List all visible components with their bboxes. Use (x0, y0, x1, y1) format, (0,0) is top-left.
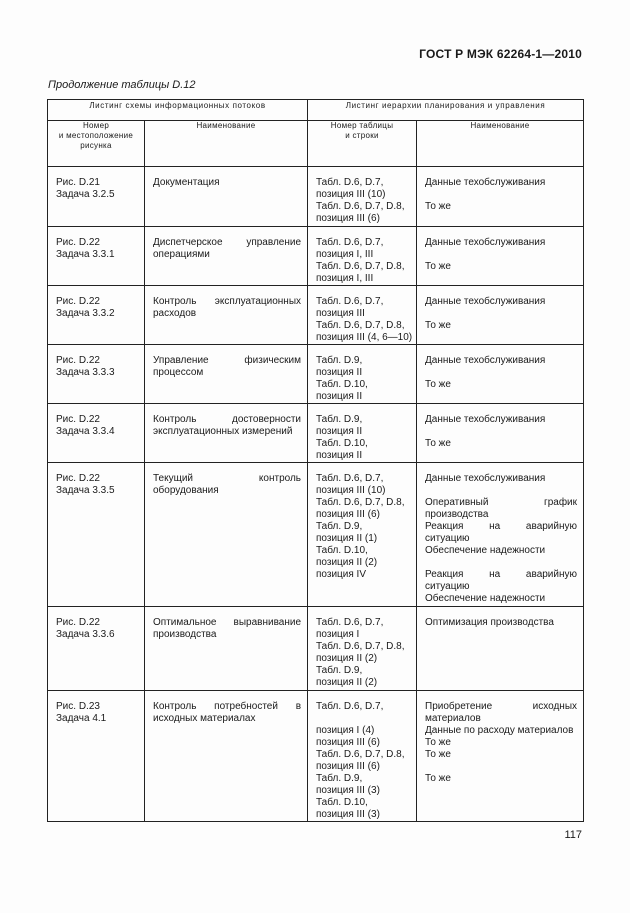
header-line: и местоположение (58, 131, 134, 140)
cell-line: Данные техобслуживания (425, 177, 546, 188)
cell-line: То же (425, 438, 451, 449)
cell-figure (48, 463, 145, 607)
cell-line: Табл. D.6, D.7, D.8, (316, 201, 405, 212)
table-row (48, 167, 584, 227)
cell-line: Рис. D.22 (56, 473, 100, 484)
header-line: рисунка (80, 141, 112, 150)
cell-line: Данные по расходу материалов (425, 725, 574, 736)
cell-line: Табл. D.6, D.7, D.8, (316, 320, 405, 331)
cell-line: Задача 3.3.5 (56, 485, 115, 496)
cell-line: Табл. D.6, D.7, (316, 296, 384, 307)
cell-line: Табл. D.6, D.7, (316, 473, 384, 484)
cell-line: позиция II (1) (316, 533, 378, 544)
cell-line: Данные техобслуживания (425, 237, 546, 248)
cell-line: Рис. D.22 (56, 617, 100, 628)
cell-hierarchy-names (417, 607, 584, 691)
cell-line: Рис. D.22 (56, 355, 100, 366)
cell-line: Табл. D.9, (316, 773, 363, 784)
cell-line: позиция II (316, 450, 363, 461)
group-header-flow-listing: Листинг схемы информационных потоков (48, 100, 308, 121)
cell-name: Оптимальное выравнивание производства (145, 607, 308, 691)
cell-line: То же (425, 261, 451, 272)
cell-hierarchy-names (417, 691, 584, 822)
cell-line: позиция III (6) (316, 737, 380, 748)
header-line: и строки (345, 131, 379, 140)
table-row (48, 463, 584, 607)
cell-line: Табл. D.6, D.7, D.8, (316, 641, 405, 652)
blank-line (425, 557, 577, 569)
cell-line: Данные техобслуживания (425, 355, 546, 366)
cell-figure (48, 286, 145, 345)
cell-line: Табл. D.6, D.7, (316, 177, 384, 188)
cell-line: Рис. D.23 (56, 701, 100, 712)
cell-table-refs (308, 167, 417, 227)
cell-table-refs (308, 463, 417, 607)
cell-line: Рис. D.22 (56, 414, 100, 425)
cell-hierarchy-names (417, 227, 584, 286)
cell-line: Табл. D.6, D.7, D.8, (316, 261, 405, 272)
cell-line: Задача 3.3.4 (56, 426, 115, 437)
cell-line: То же (425, 737, 451, 748)
blank-line (425, 426, 577, 438)
cell-line: Табл. D.9, (316, 414, 363, 425)
cell-line: Табл. D.10, (316, 379, 368, 390)
cell-line: То же (425, 201, 451, 212)
cell-figure (48, 607, 145, 691)
header-line: Номер (82, 121, 110, 130)
cell-table-refs (308, 607, 417, 691)
table-row (48, 227, 584, 286)
standard-designation: ГОСТ Р МЭК 62264-1—2010 (419, 47, 582, 61)
cell-line: Обеспечение надежности (425, 545, 546, 556)
cell-line: Задача 3.3.2 (56, 308, 115, 319)
header-line: Номер таблицы (330, 121, 394, 130)
cell-line: позиция III (10) (316, 189, 386, 200)
cell-line: Оптимизация производства (425, 617, 554, 628)
cell-line: Данные техобслуживания (425, 473, 546, 484)
cell-hierarchy-names (417, 463, 584, 607)
cell-line: Рис. D.22 (56, 237, 100, 248)
cell-line: То же (425, 379, 451, 390)
cell-line: Реакция на аварийную ситуацию (425, 569, 578, 592)
table-row (48, 607, 584, 691)
cell-line: позиция III (316, 308, 365, 319)
cell-line: Задача 3.3.3 (56, 367, 115, 378)
cell-line: То же (425, 320, 451, 331)
cell-figure (48, 691, 145, 822)
cell-line: позиция IV (316, 569, 367, 580)
cell-line: Табл. D.6, D.7, (316, 701, 384, 712)
col-header-figure (48, 121, 145, 167)
cell-line: Оперативный график производства (425, 497, 578, 520)
cell-line: позиция III (6) (316, 761, 380, 772)
cell-line: позиция II (316, 426, 363, 437)
table-row (48, 345, 584, 404)
cell-line: Табл. D.6, D.7, (316, 617, 384, 628)
cell-name: Диспетчерское управление операциями (145, 227, 308, 286)
cell-table-refs (308, 227, 417, 286)
col-header-name-2: Наименование (417, 121, 584, 167)
cell-line: позиция III (4, 6—10) (316, 332, 413, 343)
table-caption: Продолжение таблицы D.12 (48, 79, 196, 91)
cell-line: позиция I (316, 629, 360, 640)
cell-name: Контроль достоверности эксплуатационных измерений (145, 404, 308, 463)
cell-line: Обеспечение надежности (425, 593, 546, 604)
table-row (48, 286, 584, 345)
cell-line: Реакция на аварийную ситуацию (425, 521, 578, 544)
cell-line: Табл. D.6, D.7, (316, 237, 384, 248)
cell-line: Рис. D.21 (56, 177, 100, 188)
cell-line: Табл. D.6, D.7, D.8, (316, 497, 405, 508)
cell-table-refs (308, 345, 417, 404)
cell-line: Табл. D.10, (316, 797, 368, 808)
cell-line: позиция III (10) (316, 485, 386, 496)
cell-line: То же (425, 749, 451, 760)
cell-line: Табл. D.9, (316, 665, 363, 676)
col-header-name: Наименование (145, 121, 308, 167)
blank-line (425, 485, 577, 497)
cell-line: Приобретение исходных материалов (425, 701, 578, 724)
cell-table-refs (308, 691, 417, 822)
blank-line (425, 308, 577, 320)
cell-line: Задача 3.2.5 (56, 189, 115, 200)
cell-name: Управление физическим процессом (145, 345, 308, 404)
cell-figure (48, 345, 145, 404)
blank-line (316, 713, 410, 725)
cell-line: Задача 3.3.1 (56, 249, 115, 260)
cell-name: Контроль потребностей в исходных материалах (145, 691, 308, 822)
cell-line: позиция III (3) (316, 785, 380, 796)
group-header-hierarchy-listing: Листинг иерархии планирования и управления (308, 100, 584, 121)
cell-name: Документация (145, 167, 308, 227)
col-header-table-row (308, 121, 417, 167)
cell-line: позиция I, III (316, 249, 374, 260)
cell-figure (48, 404, 145, 463)
cell-hierarchy-names (417, 404, 584, 463)
cell-line: позиция I, III (316, 273, 374, 284)
cell-line: Табл. D.9, (316, 355, 363, 366)
cell-hierarchy-names (417, 345, 584, 404)
cell-line: Рис. D.22 (56, 296, 100, 307)
cell-line: Задача 4.1 (56, 713, 107, 724)
cell-line: позиция I (4) (316, 725, 375, 736)
cell-table-refs (308, 286, 417, 345)
table-row (48, 691, 584, 822)
cell-line: позиция II (2) (316, 677, 378, 688)
cell-name: Текущий контроль оборудования (145, 463, 308, 607)
cell-table-refs (308, 404, 417, 463)
cell-line: Данные техобслуживания (425, 296, 546, 307)
cell-hierarchy-names (417, 167, 584, 227)
cell-line: Табл. D.10, (316, 545, 368, 556)
cell-line: позиция III (6) (316, 213, 380, 224)
cell-line: Задача 3.3.6 (56, 629, 115, 640)
cell-line: Табл. D.10, (316, 438, 368, 449)
table-d12-continuation (47, 99, 584, 822)
cell-name: Контроль эксплуатационных расходов (145, 286, 308, 345)
cell-line: позиция II (2) (316, 653, 378, 664)
cell-line: позиция III (3) (316, 809, 380, 820)
cell-line: позиция II (316, 391, 363, 402)
cell-line: позиция II (316, 367, 363, 378)
blank-line (425, 761, 577, 773)
cell-figure (48, 227, 145, 286)
cell-line: То же (425, 773, 451, 784)
blank-line (425, 249, 577, 261)
cell-line: Данные техобслуживания (425, 414, 546, 425)
page-number: 117 (564, 829, 582, 841)
cell-hierarchy-names (417, 286, 584, 345)
cell-figure (48, 167, 145, 227)
cell-line: Табл. D.9, (316, 521, 363, 532)
cell-line: Табл. D.6, D.7, D.8, (316, 749, 405, 760)
blank-line (425, 189, 577, 201)
blank-line (425, 367, 577, 379)
cell-line: позиция III (6) (316, 509, 380, 520)
table-row (48, 404, 584, 463)
cell-line: позиция II (2) (316, 557, 378, 568)
